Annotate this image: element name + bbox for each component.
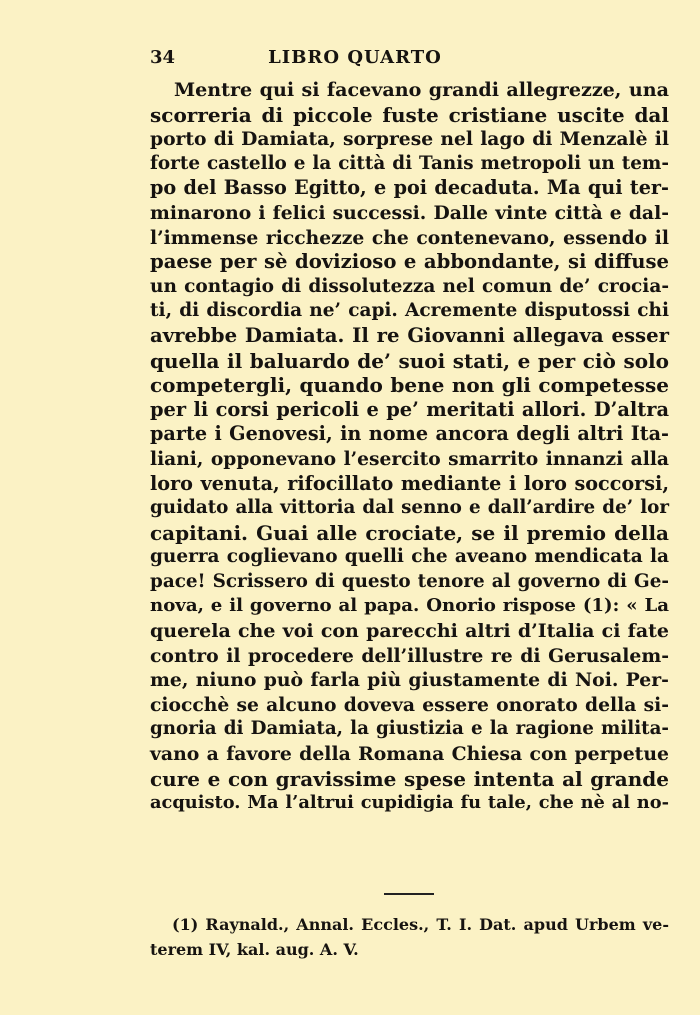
- page-header: [150, 44, 560, 72]
- text-line: contro il procedere dell’illustre re di Gerusalem-: [150, 644, 669, 667]
- text-line: parte i Genovesi, in nome ancora degli altri Ita-: [150, 422, 669, 446]
- footnote-line: terem IV, kal. aug. A. V.: [150, 940, 359, 959]
- text-line: nova, e il governo al papa. Onorio rispose (1): « La: [150, 595, 669, 617]
- text-line: avrebbe Damiata. Il re Giovanni allegava esser: [150, 323, 669, 347]
- text-line: porto di Damiata, sorprese nel lago di Menzalè il: [150, 128, 669, 151]
- text-line: pace! Scrissero di questo tenore al governo di Ge-: [150, 570, 669, 592]
- text-line: vano a favore della Romana Chiesa con perpetue: [150, 743, 669, 766]
- text-line: guerra coglievano quelli che aveano mendicata la: [150, 546, 669, 568]
- text-line: ti, di discordia ne’ capi. Acremente disputossi chi: [150, 300, 669, 322]
- running-title: LIBRO QUARTO: [268, 47, 442, 68]
- text-line: forte castello e la città di Tanis metropoli un tem-: [150, 152, 669, 174]
- footnote-divider: [384, 893, 434, 895]
- text-line: gnoria di Damiata, la giustizia e la ragione milita-: [150, 718, 669, 740]
- text-line: guidato alla vittoria dal senno e dall’ardire de’ lor: [150, 497, 669, 519]
- text-line: liani, opponevano l’esercito smarrito innanzi alla: [150, 447, 669, 470]
- text-line: Mentre qui si facevano grandi allegrezze, una: [174, 78, 669, 101]
- body-text: [150, 78, 669, 816]
- text-line: minarono i felici successi. Dalle vinte città e dal-: [150, 201, 669, 224]
- page-number: 34: [150, 47, 176, 68]
- text-line: competergli, quando bene non gli competesse: [150, 373, 669, 398]
- text-line: un contagio di dissolutezza nel comun de’ crocia-: [150, 275, 669, 297]
- text-line: scorreria di piccole fuste cristiane uscite dal: [150, 102, 669, 127]
- text-line: per li corsi pericoli e pe’ meritati allori. D’altra: [150, 397, 669, 421]
- text-line: paese per sè dovizioso e abbondante, si diffuse: [150, 250, 669, 274]
- text-line: capitani. Guai alle crociate, se il premio della: [150, 520, 669, 545]
- footnote-line: (1) Raynald., Annal. Eccles., T. I. Dat. apud Urbem ve-: [172, 915, 669, 934]
- text-line: quella il baluardo de’ suoi stati, e per ciò solo: [150, 348, 669, 373]
- text-line: loro venuta, rifocillato mediante i loro soccorsi,: [150, 471, 669, 495]
- text-line: me, niuno può farla più giustamente di Noi. Per-: [150, 669, 669, 692]
- text-line: ciocchè se alcuno doveva essere onorato della si-: [150, 693, 669, 716]
- text-line: querela che voi con parecchi altri d’Italia ci fate: [150, 620, 669, 643]
- text-line: cure e con gravissime spese intenta al grande: [150, 766, 669, 791]
- text-line: l’immense ricchezze che contenevano, essendo il: [150, 226, 669, 249]
- text-line: po del Basso Egitto, e poi decaduta. Ma qui ter-: [150, 176, 669, 200]
- text-line: acquisto. Ma l’altrui cupidigia fu tale, che nè al no-: [150, 792, 669, 814]
- footnotes: [150, 912, 669, 962]
